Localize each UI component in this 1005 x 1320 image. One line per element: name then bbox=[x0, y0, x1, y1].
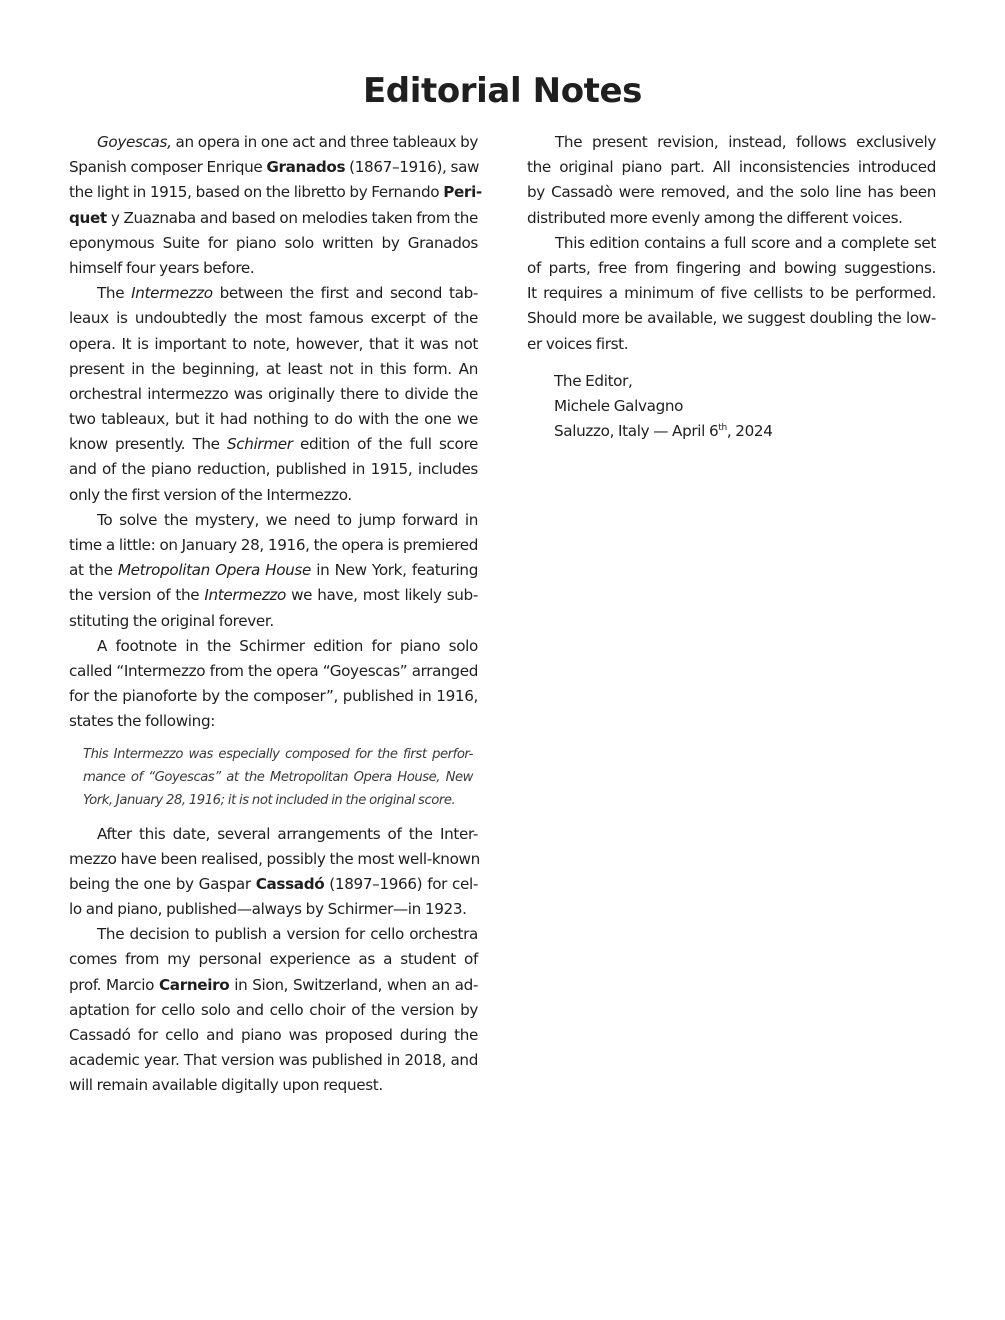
signature-place-date-prefix: Saluzzo, Italy — April 6 bbox=[554, 422, 719, 441]
text-line bbox=[527, 332, 936, 357]
text-line bbox=[69, 206, 478, 231]
signature-place-date bbox=[527, 419, 936, 444]
right-column bbox=[527, 130, 936, 444]
paragraph bbox=[527, 231, 936, 357]
quote-line: This Intermezzo was especially composed for the first perfor- bbox=[83, 746, 473, 762]
text-run: of parts, free from fingering and bowing suggestions. bbox=[527, 258, 936, 277]
text-line bbox=[69, 533, 478, 558]
text-run: will remain available digitally upon request. bbox=[69, 1076, 383, 1095]
text-run: Should more be available, we suggest doubling the low- bbox=[527, 309, 936, 328]
text-line bbox=[69, 659, 478, 684]
text-line bbox=[69, 407, 478, 432]
text-line bbox=[527, 231, 936, 256]
text-line bbox=[69, 583, 478, 608]
signature-closing: The Editor, bbox=[554, 371, 633, 390]
text-run: states the following: bbox=[69, 712, 216, 731]
text-run: at the bbox=[69, 561, 118, 580]
text-line bbox=[527, 306, 936, 331]
text-run: A footnote in the Schirmer edition for piano solo bbox=[97, 636, 478, 655]
bold-text: Carneiro bbox=[159, 975, 230, 994]
text-run: time a little: on January 28, 1916, the opera is premiered bbox=[69, 536, 478, 554]
left-column bbox=[69, 130, 482, 1099]
text-run: between the first and second tab- bbox=[212, 284, 478, 303]
text-run: The present revision, instead, follows exclusively bbox=[555, 133, 936, 151]
left-paragraphs-after-quote bbox=[69, 822, 478, 1099]
text-run: being the one by Gaspar bbox=[69, 874, 256, 893]
text-line bbox=[69, 306, 478, 331]
text-run: and of the piano reduction, published in 1915, includes bbox=[69, 460, 478, 479]
text-run: Cassadó for cello and piano was proposed during the bbox=[69, 1026, 478, 1044]
text-run: (1867–1916), saw bbox=[345, 158, 480, 177]
text-line bbox=[69, 973, 478, 998]
text-line bbox=[69, 483, 478, 508]
text-line bbox=[527, 256, 936, 281]
paragraph bbox=[527, 130, 936, 231]
italic-text: Schirmer bbox=[227, 435, 293, 454]
text-run: opera. It is important to note, however, that it was not bbox=[69, 334, 478, 353]
italic-text: Intermezzo bbox=[131, 284, 213, 303]
text-run: (1897–1966) for cel- bbox=[324, 874, 479, 893]
text-line bbox=[69, 558, 478, 583]
bold-text: Cassadó bbox=[255, 874, 325, 893]
quote-line: York, January 28, 1916; it is not included in the original score. bbox=[83, 792, 456, 808]
text-run: It requires a minimum of five cellists to be performed. bbox=[527, 284, 936, 303]
text-line bbox=[527, 281, 936, 306]
text-line bbox=[69, 1048, 478, 1073]
text-line bbox=[69, 822, 478, 847]
bold-text: quet bbox=[69, 208, 107, 227]
block-quote bbox=[83, 743, 473, 812]
text-line bbox=[69, 709, 478, 734]
text-line bbox=[69, 684, 478, 709]
quote-line: mance of “Goyescas” at the Metropolitan Opera House, New bbox=[83, 769, 473, 785]
text-run: present in the beginning, at least not in this form. An bbox=[69, 359, 478, 378]
text-line bbox=[69, 130, 478, 155]
text-run: er voices first. bbox=[527, 334, 629, 353]
text-run: comes from my personal experience as a student of bbox=[69, 950, 478, 969]
text-run: The decision to publish a version for cello orchestra bbox=[97, 925, 478, 944]
text-run: To solve the mystery, we need to jump forward in bbox=[97, 510, 478, 529]
text-run: the original piano part. All inconsistencies introduced bbox=[527, 158, 936, 177]
text-run: orchestral intermezzo was originally there to divide the bbox=[69, 384, 478, 403]
text-line bbox=[69, 231, 478, 256]
text-line bbox=[69, 1073, 478, 1098]
text-line bbox=[69, 432, 478, 457]
text-line bbox=[527, 180, 936, 205]
text-line bbox=[69, 332, 478, 357]
italic-text: Goyescas, bbox=[97, 133, 172, 151]
text-line bbox=[69, 382, 478, 407]
italic-text: Metropolitan Opera House bbox=[117, 561, 311, 580]
text-line bbox=[69, 457, 478, 482]
text-run: y Zuaznaba and based on melodies taken from the bbox=[106, 208, 479, 227]
text-line bbox=[69, 872, 478, 897]
text-run: mezzo have been realised, possibly the most well-known bbox=[69, 849, 480, 868]
text-run: for the pianoforte by the composer”, published in 1916, bbox=[69, 687, 478, 706]
text-line bbox=[527, 130, 936, 155]
text-line bbox=[69, 998, 478, 1023]
text-run: leaux is undoubtedly the most famous excerpt of the bbox=[69, 309, 478, 328]
text-line bbox=[69, 180, 482, 205]
text-run: two tableaux, but it had nothing to do with the one we bbox=[69, 410, 478, 429]
text-run: himself four years before. bbox=[69, 258, 255, 277]
text-line bbox=[69, 634, 478, 659]
page-title: Editorial Notes bbox=[362, 71, 643, 111]
text-line bbox=[69, 256, 478, 281]
text-run: eponymous Suite for piano solo written by Granados bbox=[69, 233, 478, 252]
paragraph bbox=[69, 822, 478, 923]
text-run: in New York, featuring bbox=[310, 561, 478, 580]
paragraph bbox=[69, 281, 478, 508]
bold-text: Peri- bbox=[443, 183, 482, 202]
text-run: we have, most likely sub- bbox=[285, 586, 478, 605]
text-run: called “Intermezzo from the opera “Goyescas” arranged bbox=[69, 661, 478, 680]
text-run: Spanish composer Enrique bbox=[69, 158, 267, 177]
italic-text: Intermezzo bbox=[204, 586, 286, 605]
text-run: stituting the original forever. bbox=[69, 611, 274, 630]
paragraph bbox=[69, 634, 478, 735]
paragraph bbox=[69, 508, 478, 634]
text-run: the version of the bbox=[69, 586, 205, 605]
text-line bbox=[69, 922, 478, 947]
text-run: in Sion, Switzerland, when an ad- bbox=[229, 975, 479, 994]
text-run: aptation for cello solo and cello choir of the version by bbox=[69, 1000, 478, 1019]
paragraph bbox=[69, 130, 482, 281]
text-run: an opera in one act and three tableaux by bbox=[171, 133, 479, 151]
ordinal-suffix: th bbox=[718, 423, 727, 434]
text-line bbox=[69, 357, 478, 382]
left-paragraphs bbox=[69, 130, 482, 735]
text-run: academic year. That version was published in 2018, and bbox=[69, 1051, 478, 1070]
text-run: The bbox=[97, 284, 132, 303]
text-line bbox=[527, 206, 936, 231]
text-line bbox=[69, 508, 478, 533]
bold-text: Granados bbox=[266, 158, 346, 177]
text-line bbox=[527, 155, 936, 180]
text-run: the light in 1915, based on the libretto by Fernando bbox=[69, 183, 444, 202]
text-run: distributed more evenly among the different voices. bbox=[527, 208, 903, 227]
right-paragraphs bbox=[527, 130, 936, 357]
text-run: edition of the full score bbox=[292, 435, 478, 454]
text-run: know presently. The bbox=[69, 435, 227, 454]
text-run: only the first version of the Intermezzo. bbox=[69, 485, 352, 504]
text-run: prof. Marcio bbox=[69, 975, 159, 994]
text-run: This edition contains a full score and a complete set bbox=[555, 233, 936, 252]
signature-name: Michele Galvagno bbox=[554, 396, 684, 415]
paragraph bbox=[69, 922, 478, 1098]
text-line bbox=[69, 155, 478, 180]
text-run: by Cassadò were removed, and the solo line has been bbox=[527, 183, 936, 202]
text-run: After this date, several arrangements of the Inter- bbox=[97, 824, 478, 843]
text-line bbox=[69, 609, 478, 634]
text-line bbox=[69, 281, 478, 306]
text-run: lo and piano, published—always by Schirmer—in 1923. bbox=[69, 900, 467, 919]
text-line bbox=[69, 947, 478, 972]
editor-signature bbox=[527, 369, 936, 445]
text-line bbox=[69, 1023, 478, 1048]
text-line bbox=[69, 847, 478, 872]
text-line bbox=[69, 897, 478, 922]
signature-year: , 2024 bbox=[726, 422, 773, 441]
